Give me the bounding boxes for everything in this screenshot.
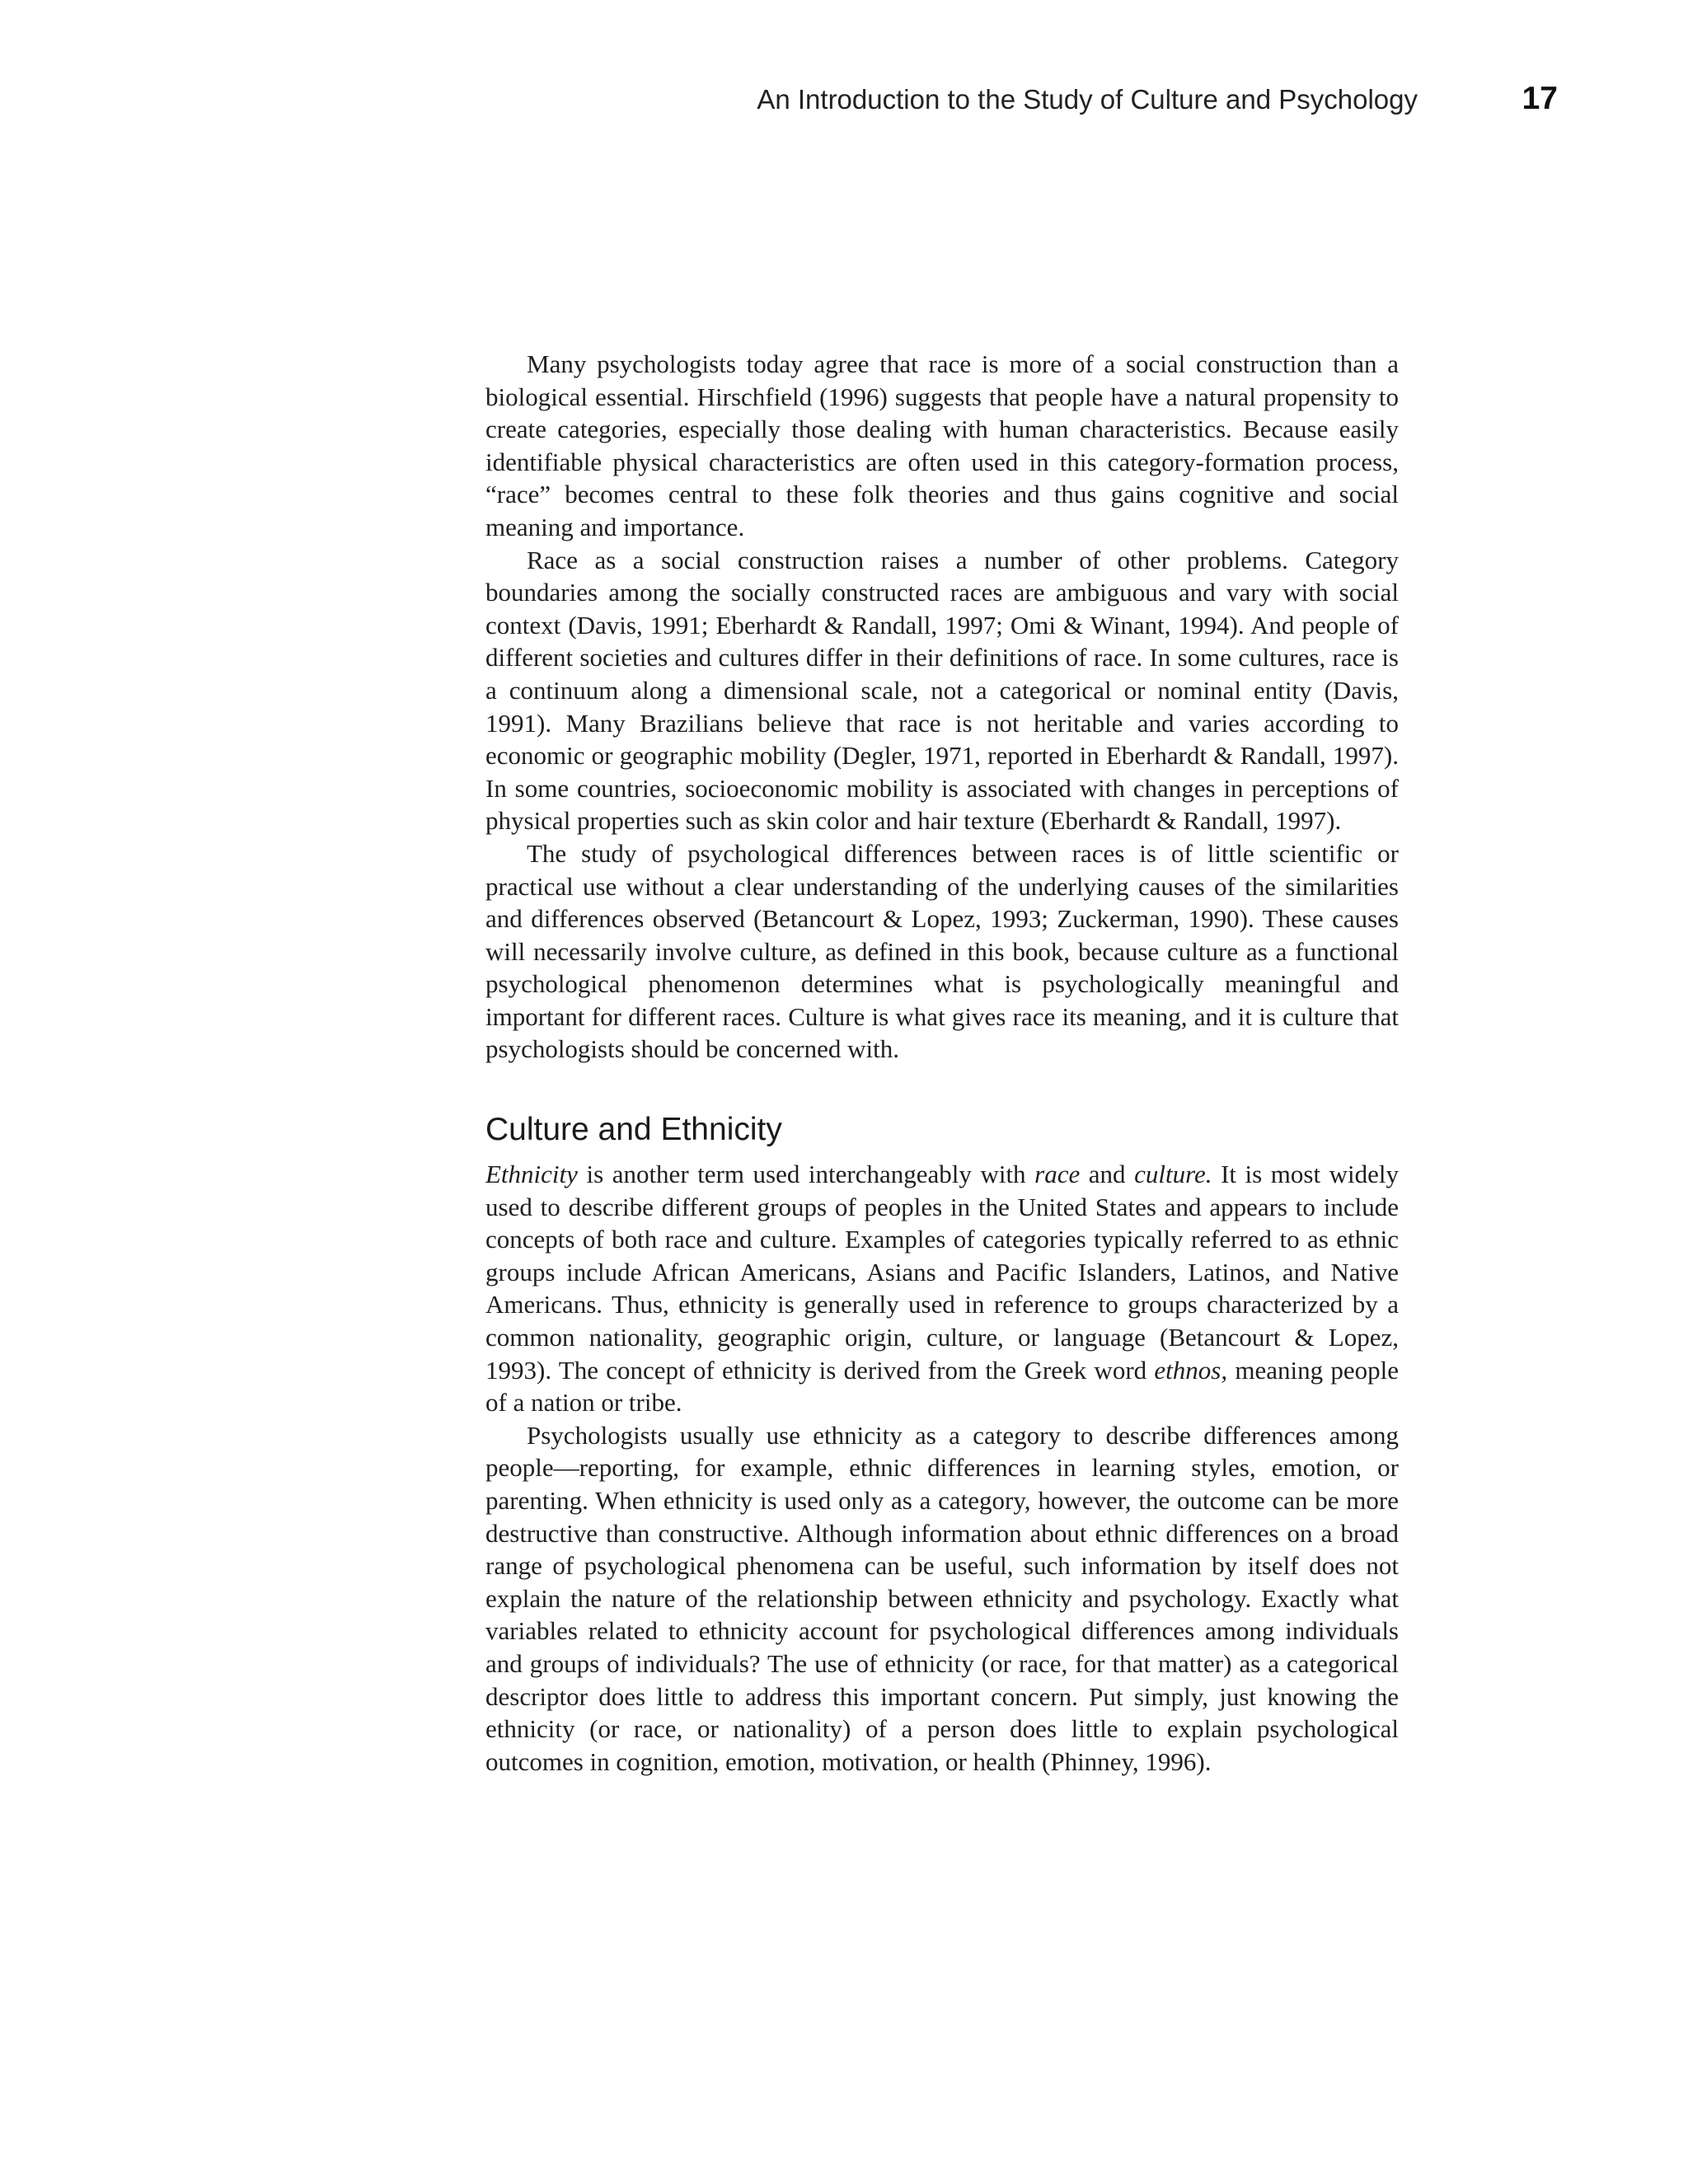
running-head xyxy=(742,81,1558,120)
section-paragraph xyxy=(485,1158,1399,1419)
section-paragraph: Psychologists usually use ethnicity as a category to describe differences among people—reporting, for example, ethnic differences in learning styles, emotion, or parenting. When ethnicity is used only as a category, however, the outcome can be more destructive than constructive. Although information about ethnic differences on a broad range of psychological phenomena can be useful, such information by itself does not explain the nature of the relationship between ethnicity and psychology. Exactly what variables related to ethnicity account for psychological differences among individuals and groups of individuals? The use of ethnicity (or race, for that matter) as a categorical descriptor does little to address this important concern. Put simply, just knowing the ethnicity (or race, or nationality) of a person does little to explain psychological outcomes in cognition, emotion, motivation, or health (Phinney, 1996). xyxy=(485,1420,1399,1776)
italic-term: culture. xyxy=(1134,1160,1212,1189)
paragraph-text: meaning people of a nation or tribe. xyxy=(485,1355,1399,1418)
paragraph-text: It is most widely used to describe different groups of peoples in the United States and appears to include concepts of both race and culture. Examples of categories typically referred to as ethnic groups include African Americans, Asians and Pacific Islanders, Latinos, and Native Americans. Thus, ethnicity is generally used in reference to groups characterized by a common nationality, geographic origin, culture, or language (Betancourt & Lopez, 1993). The concept of ethnicity is derived from the Greek word xyxy=(485,1160,1400,1385)
body-paragraph: The study of psychological differences between races is of little scientific or practical use without a clear understanding of the underlying causes of the similarities and differences observed (Betancourt & Lopez, 1993; Zuckerman, 1990). These causes will necessarily involve culture, as defined in this book, because culture as a functional psychological phenomenon determines what is psychologically meaningful and important for different races. Culture is what gives race its meaning, and it is culture that psychologists should be concerned with. xyxy=(485,838,1399,1064)
italic-term: race xyxy=(1034,1160,1081,1189)
italic-term: Ethnicity xyxy=(485,1160,578,1189)
paragraph-text: and xyxy=(1080,1160,1135,1189)
page-number: 17 xyxy=(1522,81,1558,116)
body-paragraph: Many psychologists today agree that race is more of a social construction than a biological essential. Hirschfield (1996) suggests that people have a natural propensity to create categories, especially those dealing with human characteristics. Because easily identifiable physical characteristics are often used in this category-formation process, “race” becomes central to these folk theories and thus gains cognitive and social meaning and importance. xyxy=(485,349,1399,541)
running-head-title: An Introduction to the Study of Culture and Psychology xyxy=(757,84,1418,115)
section-heading: Culture and Ethnicity xyxy=(485,1112,782,1148)
text-column xyxy=(485,348,1399,1778)
italic-term: ethnos, xyxy=(1154,1355,1228,1385)
paragraph-text: is another term used interchangeably with xyxy=(577,1160,1035,1189)
body-paragraph: Race as a social construction raises a number of other problems. Category boundaries among the socially constructed races are ambiguous and vary with social context (Davis, 1991; Eberhardt & Randall, 1997; Omi & Winant, 1994). And people of different societies and cultures differ in their definitions of race. In some cultures, race is a continuum along a dimensional scale, not a categorical or nominal entity (Davis, 1991). Many Brazilians believe that race is not heritable and varies according to economic or geographic mobility (Degler, 1971, reported in Eberhardt & Randall, 1997). In some countries, socioeconomic mobility is associated with changes in perceptions of physical properties such as skin color and hair texture (Eberhardt & Randall, 1997). xyxy=(485,545,1399,836)
